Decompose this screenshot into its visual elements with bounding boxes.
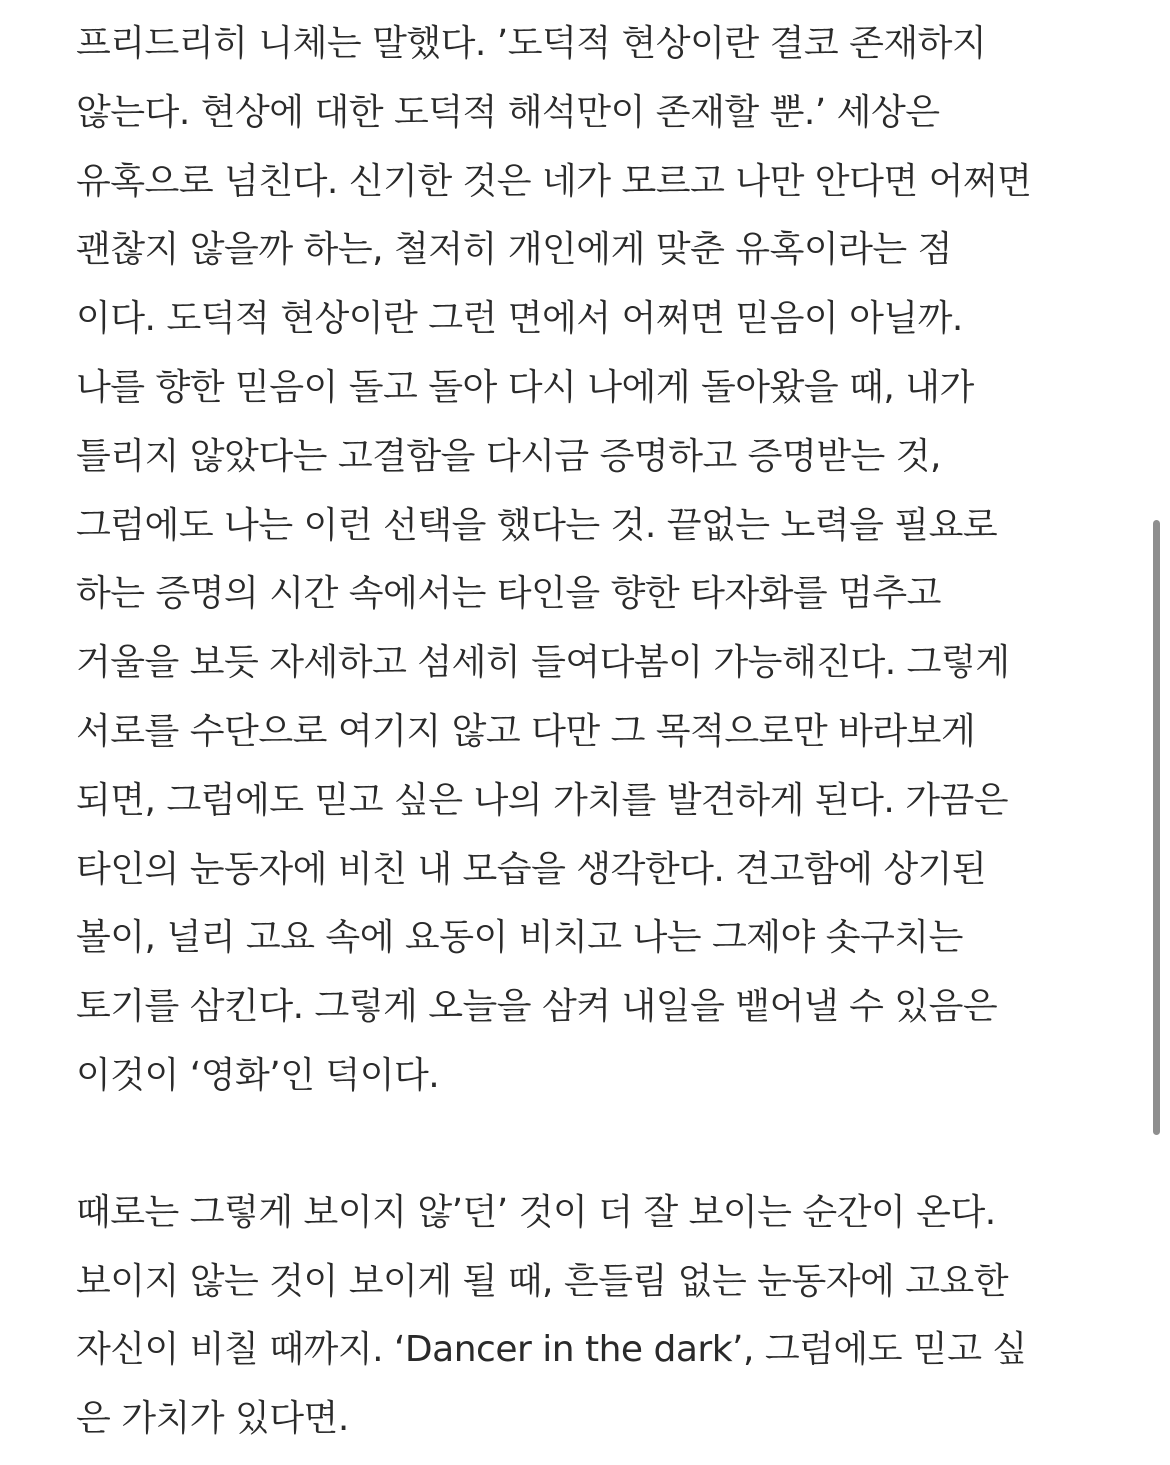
text-line: 하는 증명의 시간 속에서는 타인을 향한 타자화를 멈추고 — [76, 573, 941, 615]
text-line: 은 가치가 있다면. — [76, 1398, 349, 1440]
text-line: 이것이 ‘영화’인 덕이다. — [76, 1054, 440, 1096]
text-line: 괜찮지 않을까 하는, 철저히 개인에게 맞춘 유혹이라는 점 — [76, 229, 952, 271]
text-line: 나를 향한 믿음이 돌고 돌아 다시 나에게 돌아왔을 때, 내가 — [76, 366, 974, 408]
text-line: 타인의 눈동자에 비친 내 모습을 생각한다. 견고함에 상기된 — [76, 848, 987, 890]
text-line: 이다. 도덕적 현상이란 그런 면에서 어쩌면 믿음이 아닐까. — [76, 298, 963, 340]
article-body — [76, 10, 1136, 1454]
text-line: 자신이 비칠 때까지. ‘Dancer in the dark’, 그럼에도 믿고 싶 — [76, 1329, 1027, 1371]
text-line: 프리드리히 니체는 말했다. ’도덕적 현상이란 결코 존재하지 — [76, 23, 987, 64]
paragraph-2 — [76, 1179, 1136, 1454]
scrollbar[interactable] — [1154, 0, 1166, 1465]
scrollbar-thumb[interactable] — [1153, 520, 1160, 1135]
text-line: 서로를 수단으로 여기지 않고 다만 그 목적으로만 바라보게 — [76, 710, 976, 752]
text-line: 볼이, 널리 고요 속에 요동이 비치고 나는 그제야 솟구치는 — [76, 917, 963, 959]
text-line: 않는다. 현상에 대한 도덕적 해석만이 존재할 뿐.’ 세상은 — [76, 91, 940, 133]
text-line: 그럼에도 나는 이런 선택을 했다는 것. 끝없는 노력을 필요로 — [76, 504, 998, 546]
text-line: 거울을 보듯 자세하고 섬세히 들여다봄이 가능해진다. 그렇게 — [76, 642, 1010, 684]
paragraph-1 — [76, 10, 1136, 1111]
text-line: 틀리지 않았다는 고결함을 다시금 증명하고 증명받는 것, — [76, 435, 941, 477]
text-line: 때로는 그렇게 보이지 않’던’ 것이 더 잘 보이는 순간이 온다. — [76, 1191, 996, 1233]
text-line: 되면, 그럼에도 믿고 싶은 나의 가치를 발견하게 된다. 가끔은 — [76, 779, 1009, 821]
paragraph-spacer — [76, 1111, 1136, 1179]
text-line: 유혹으로 넘친다. 신기한 것은 네가 모르고 나만 안다면 어쩌면 — [76, 160, 1032, 202]
text-line: 토기를 삼킨다. 그렇게 오늘을 삼켜 내일을 뱉어낼 수 있음은 — [76, 986, 998, 1028]
text-line: 보이지 않는 것이 보이게 될 때, 흔들림 없는 눈동자에 고요한 — [76, 1260, 1009, 1302]
